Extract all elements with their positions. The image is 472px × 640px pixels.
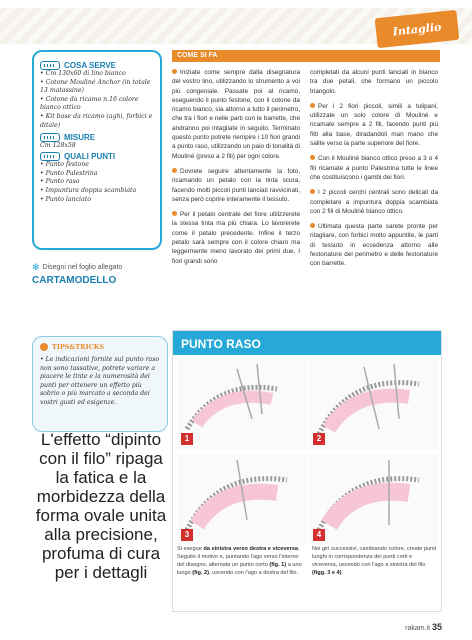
tips-heading: TIPS&TRICKS <box>40 343 160 351</box>
flower-icon: ✻ <box>32 262 40 272</box>
pin-icon <box>40 343 48 351</box>
paragraph: Con il Mouliné bianco ottico preso a 3 o 4 fili ricamate a punto Palestrina tutte le linee che costituiscono i gambi dei fiori. <box>310 155 438 181</box>
intaglio-tag: Intaglio <box>375 10 460 48</box>
stitch-illustration <box>309 359 439 449</box>
figure-1 <box>177 359 307 449</box>
figure-number: 2 <box>313 433 325 445</box>
materials-box <box>32 50 162 250</box>
punto-raso-panel <box>172 330 442 612</box>
tips-box <box>32 336 168 432</box>
figure-number: 4 <box>313 529 325 541</box>
list-item: • Cotone Mouliné Anchor (in totale 13 matassine) <box>40 78 151 95</box>
cartamodello-block <box>32 262 172 286</box>
measure-value: Cm 128x58 <box>40 142 76 150</box>
page-number: 35 <box>431 622 442 632</box>
pull-quote: L'effetto “dipinto con il filo” ripaga la fatica e la morbidezza della forma ovale unita alla precisione, profuma di cura per i dettagli <box>35 430 167 582</box>
tape-measure-icon <box>40 133 60 142</box>
figure-2 <box>309 359 439 449</box>
stitch-illustration <box>309 455 439 545</box>
paragraph: Per il petalo centrale del fiore utilizzerete la stessa tinta ma più chiara. Lo lavorerete come il petalo precedente. Infine il terzo petalo sarà sempre con il colore chiaro ma leggermente meno lavorato dei primi due. I fiori grandi sono <box>172 211 300 265</box>
figure-4 <box>309 455 439 545</box>
needle-icon <box>40 152 60 161</box>
paragraph: completati da alcuni punti lanciati in bianco tra due petali, che formano un piccolo triangolo. <box>310 69 438 95</box>
figure-captions <box>173 545 441 577</box>
list-item: • Cotone da ricamo n.16 colore bianco ottico <box>40 95 139 112</box>
stitch-illustration <box>177 455 307 545</box>
materials-list <box>40 70 154 130</box>
figure-number: 1 <box>181 433 193 445</box>
cosa-serve-heading: COSA SERVE <box>40 61 154 70</box>
list-item: • Punto lanciato <box>40 195 91 203</box>
site-name: rakam.it <box>405 625 431 632</box>
paragraph: Ultimata questa parte sarete pronte per ritagliare, con forbici molto appuntite, le parti di tessuto in eccedenza attorno alle festonature del perimetro e delle festonature con barrette. <box>310 223 438 268</box>
instructions-column-left <box>172 68 300 272</box>
page-footer <box>405 622 442 632</box>
paragraph: Per i 2 fiori piccoli, simili a tulipani, utilizzate un solo colore di Mouliné e ricamate sempre a 2 fili, facendo punti più fitti alla base, diradandoli man mano che salite verso la parte superiore del fiore. <box>310 102 438 148</box>
paragraph: Dovrete seguire attentamente la foto, ricamando un petalo con la tinta scura, facendo molti piccoli punti lanciati ravvicinati, senza però coprire interamente il tessuto. <box>172 167 300 203</box>
stitches-list <box>40 161 154 204</box>
scissors-icon <box>40 61 60 70</box>
caption-left: Si esegue da sinistra verso destra e viceversa. Seguite il motivo e, puntando l'ago verso l'interno del disegno, alternate un punto corto (fig. 1) a uno lungo (fig. 2), uscendo con l'ago a destra del filo. <box>177 546 302 576</box>
figure-3 <box>177 455 307 545</box>
quali-punti-heading: QUALI PUNTI <box>40 152 154 161</box>
list-item: • Kit base da ricamo (aghi, forbici e ditale) <box>40 112 153 129</box>
misure-heading: MISURE <box>40 133 154 142</box>
punto-raso-title: PUNTO RASO <box>173 331 441 355</box>
come-si-fa-heading: COME SI FA <box>172 50 440 62</box>
caption-right: Nei giri successivi, cambiando colore, create punti lunghi in corrispondenza dei punti corti e viceversa, uscendo con l'ago a sinistra del filo (figg. 3 e 4). <box>312 546 437 576</box>
list-item: • Punto Palestrina <box>40 169 98 177</box>
list-item: • Impuntura doppia scambiata <box>40 186 137 194</box>
paragraph: Iniziate come sempre dalla disegnatura del vostro lino, utilizzando lo strumento a voi più congeniale. Passate poi al ricamo, eseguendo il punto festone, con il cotone da ricamo bianco, sia attorno a tutto il perimetro, che tra i fiori e nelle parti con le barrette, che andranno poi intagliate in seguito. Terminato questo punto potrete riempire i 10 fiori grandi a punto raso, utilizzando un paio di tonalità di Mouliné (preso a 2 fili) per ogni colore. <box>172 69 300 160</box>
tips-text: • Le indicazioni fornite sul punto raso non sono tassative, potrete variare a piacere le tinte e la numerosità dei punti per ottenere un effetto più sobrio o più marcato a seconda dei vostri gusti ed esigenze. <box>40 356 160 406</box>
instructions-column-right <box>310 68 438 275</box>
list-item: • Punto raso <box>40 178 80 186</box>
paragraph: I 2 piccoli cerchi centrali sono delicati da completare a impuntura doppia scambiata con 2 fili di Mouliné bianco ottico. <box>310 189 438 215</box>
figures-grid <box>173 355 441 545</box>
list-item: • Cm 130x60 di lino bianco <box>40 70 126 77</box>
figure-number: 3 <box>181 529 193 541</box>
list-item: • Punto festone <box>40 161 89 169</box>
cartamodello-note: ✻ Disegni nel foglio allegato <box>32 262 123 272</box>
stitch-illustration <box>177 359 307 449</box>
cartamodello-title: CARTAMODELLO <box>32 275 117 286</box>
